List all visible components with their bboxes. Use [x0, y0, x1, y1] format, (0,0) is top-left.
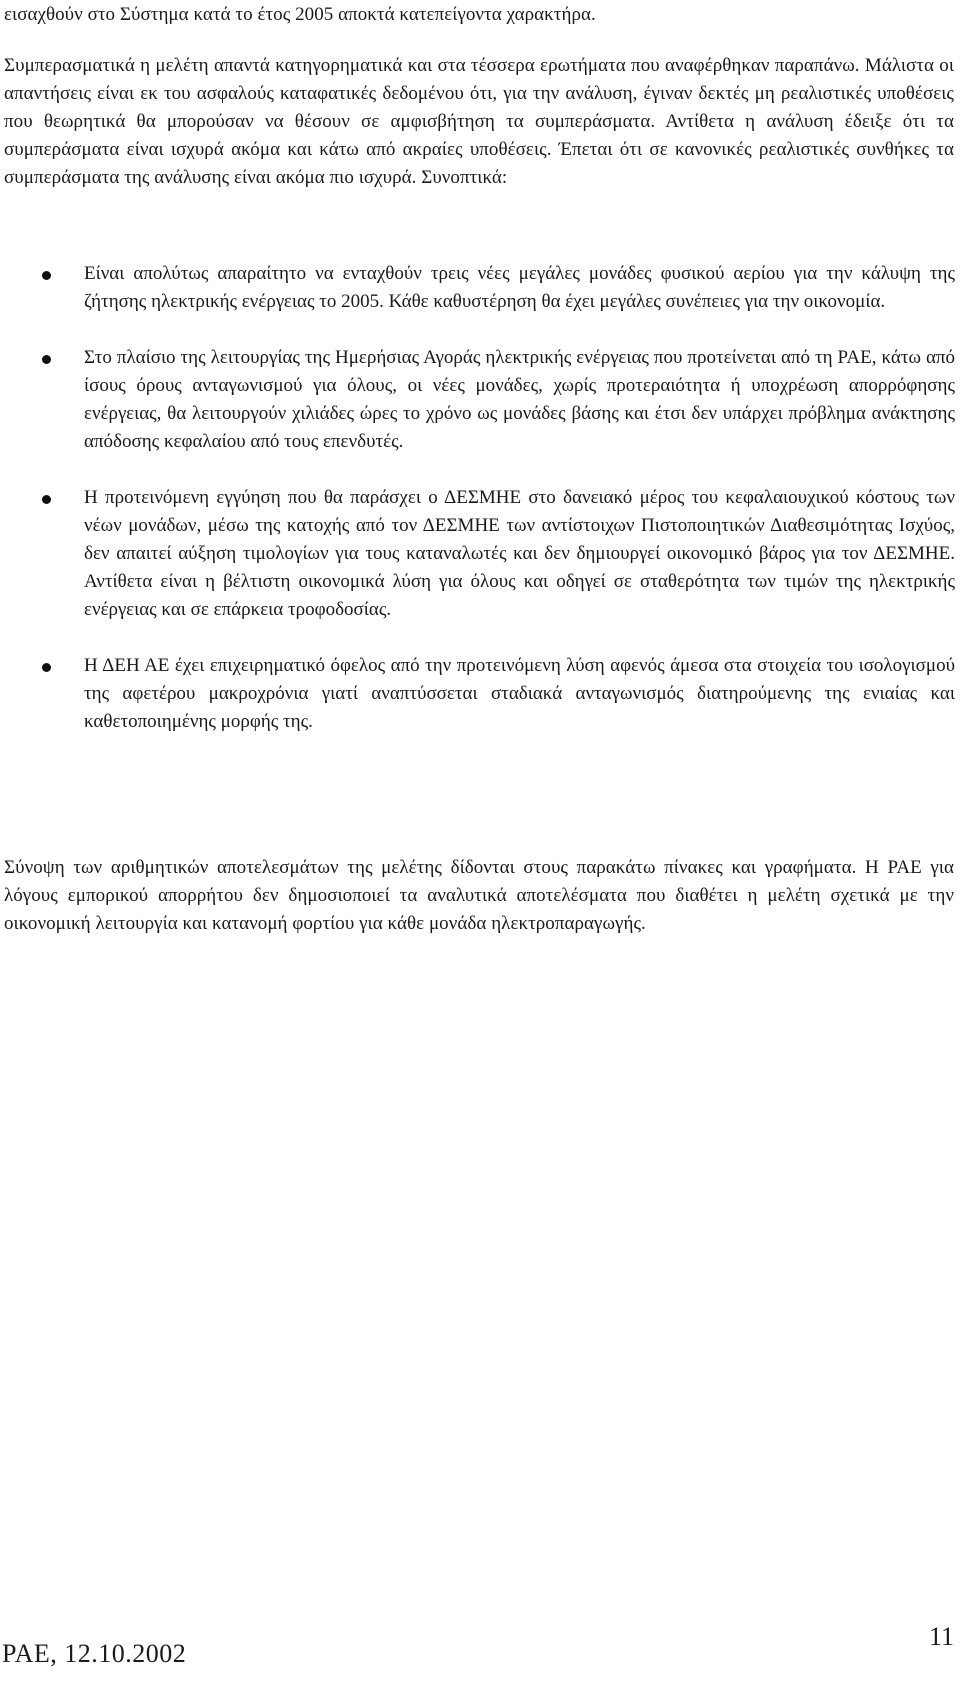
- bullet-icon: [42, 495, 51, 504]
- list-item-text: Η προτεινόμενη εγγύηση που θα παράσχει ο ΔΕΣΜΗΕ στο δανειακό μέρος του κεφαλαιουχικού κόστους των νέων μονάδων, μέσω της κατοχής από τον ΔΕΣΜΗΕ των αντίστοιχων Πιστοποιητικών Διαθεσιμότητας Ισχύος, δεν απαιτεί αύξηση τιμολογίων για τους καταναλωτές και δεν δημιουργεί οικονομικό βάρος για τον ΔΕΣΜΗΕ. Αντίθετα είναι η βέλτιστη οικονομικά λύση για όλους και οδηγεί σε σταθερότητα των τιμών της ηλεκτρικής ενέργειας και σε επάρκεια τροφοδοσίας.: [84, 487, 955, 620]
- list-item: [0, 652, 955, 736]
- conclusions-bullet-list: [0, 260, 955, 764]
- list-item: [0, 484, 955, 624]
- footer-date: ΡΑΕ, 12.10.2002: [2, 1639, 187, 1668]
- bullet-icon: [42, 663, 51, 672]
- page-number: 11: [928, 1622, 954, 1651]
- list-item: [0, 260, 955, 316]
- closing-paragraph: Σύνοψη των αριθμητικών αποτελεσμάτων της μελέτης δίδονται στους παρακάτω πίνακες και γραφήματα. Η ΡΑΕ για λόγους εμπορικού απορρήτου δεν δημοσιοποιεί τα αναλυτικά αποτελέσματα που διαθέτει η μελέτη σχετικά με την οικονομική λειτουργία και κατανομή φορτίου για κάθε μονάδα ηλεκτροπαραγωγής.: [4, 857, 954, 934]
- bullet-icon: [42, 271, 51, 280]
- list-item-text: Στο πλαίσιο της λειτουργίας της Ημερήσιας Αγοράς ηλεκτρικής ενέργειας που προτείνεται από τη ΡΑΕ, κάτω από ίσους όρους ανταγωνισμού για όλους, οι νέες μονάδες, χωρίς προτεραιότητα ή υποχρέωση απορρόφησης ενέργειας, θα λειτουργούν χιλιάδες ώρες το χρόνο ως μονάδες βάσης και έτσι δεν υπάρχει πρόβλημα ανάκτησης απόδοσης κεφαλαίου από τους επενδυτές.: [84, 347, 955, 452]
- list-item-text: Η ΔΕΗ ΑΕ έχει επιχειρηματικό όφελος από την προτεινόμενη λύση αφενός άμεσα στα στοιχεία του ισολογισμού της αφετέρου μακροχρόνια γιατί αναπτύσσεται σταδιακά ανταγωνισμός διατηρούμενης της ενιαίας και καθετοποιημένης μορφής της.: [84, 655, 955, 732]
- summary-paragraph: Συμπερασματικά η μελέτη απαντά κατηγορηματικά και στα τέσσερα ερωτήματα που αναφέρθηκαν παραπάνω. Μάλιστα οι απαντήσεις είναι εκ του ασφαλούς καταφατικές δεδομένου ότι, για την ανάλυση, έγιναν δεκτές μη ρεαλιστικές υποθέσεις που θεωρητικά θα μπορούσαν να θέσουν σε αμφισβήτηση τα συμπεράσματα. Αντίθετα η ανάλυση έδειξε ότι τα συμπεράσματα είναι ισχυρά ακόμα και κάτω από ακραίες υποθέσεις. Έπεται ότι σε κανονικές ρεαλιστικές συνθήκες τα συμπεράσματα της ανάλυσης είναι ακόμα πιο ισχυρά. Συνοπτικά:: [4, 55, 954, 188]
- opening-paragraph: εισαχθούν στο Σύστημα κατά το έτος 2005 αποκτά κατεπείγοντα χαρακτήρα.: [4, 4, 596, 25]
- list-item: [0, 344, 955, 456]
- list-item-text: Είναι απολύτως απαραίτητο να ενταχθούν τρεις νέες μεγάλες μονάδες φυσικού αερίου για την κάλυψη της ζήτησης ηλεκτρικής ενέργειας το 2005. Κάθε καθυστέρηση θα έχει μεγάλες συνέπειες για την οικονομία.: [84, 263, 955, 312]
- bullet-icon: [42, 355, 51, 364]
